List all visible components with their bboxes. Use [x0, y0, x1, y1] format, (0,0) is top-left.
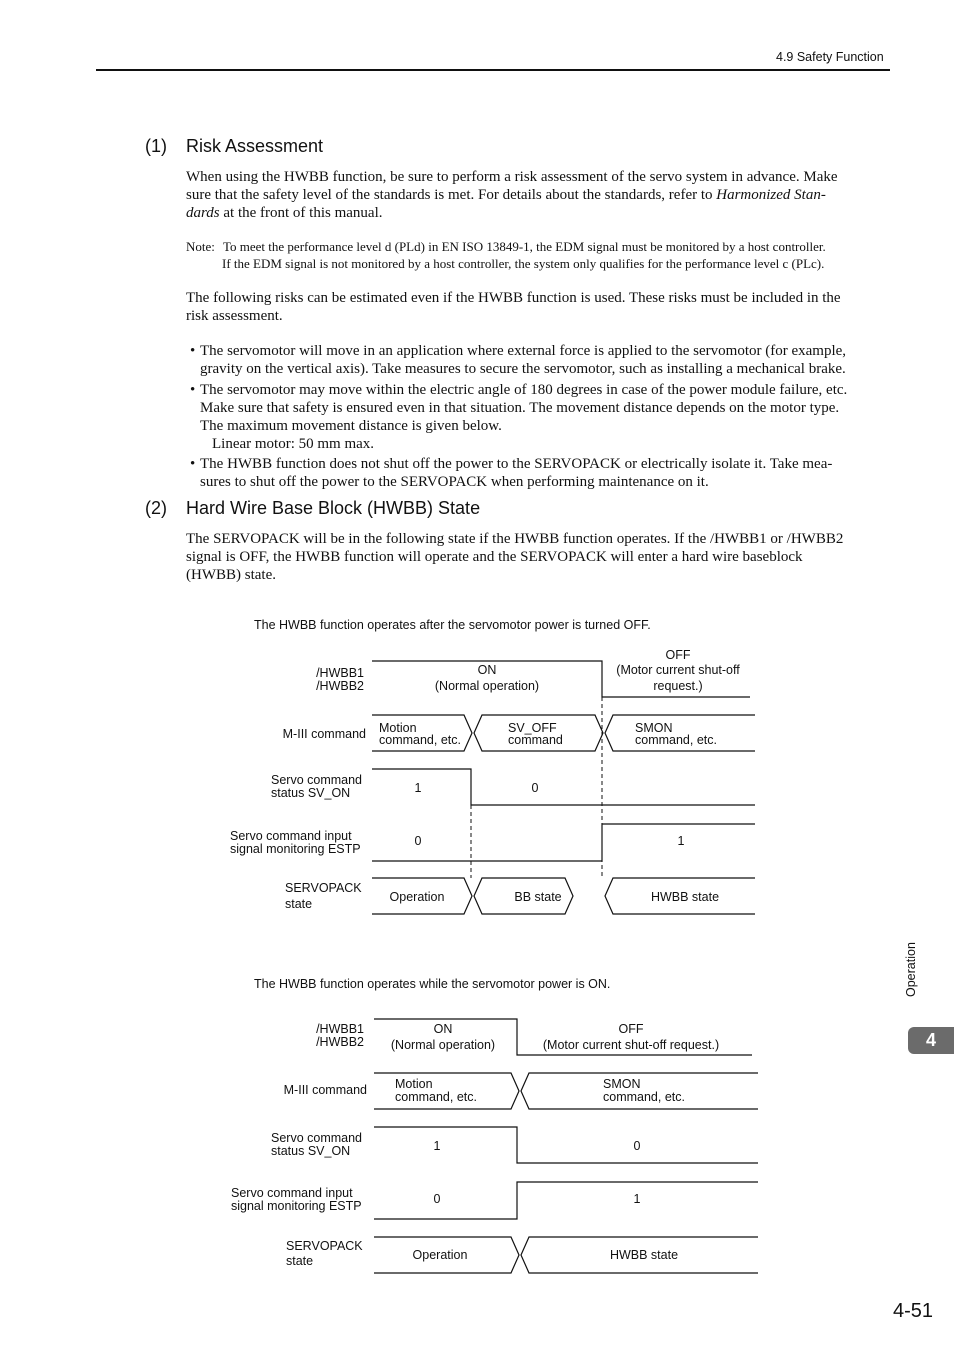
cmd1-line1: Motion	[379, 721, 417, 735]
sv-on-signal-line	[372, 769, 755, 805]
label-status-sv-on: status SV_ON	[271, 786, 351, 800]
label-state: state	[285, 897, 313, 911]
label-hwbb2: /HWBB2	[316, 679, 364, 693]
italic-text: Harmonized Stan-	[716, 187, 826, 203]
bullet-dot: •	[190, 456, 196, 472]
side-label-text: Operation	[904, 942, 918, 997]
cmd2a-line2: command, etc.	[395, 1090, 477, 1104]
estp2-value-0: 0	[433, 1192, 441, 1206]
text-line: The following risks can be estimated even if the HWBB function is used. These risks must be included in the	[186, 290, 841, 306]
hwbb-off-sub1: (Motor current shut-off	[616, 663, 740, 677]
hwbb2-off-sub: (Motor current shut-off request.)	[542, 1038, 720, 1052]
label-status-sv-on-2: status SV_ON	[271, 1144, 351, 1158]
label-m3-command-2: M-III command	[283, 1083, 367, 1097]
text-line: When using the HWBB function, be sure to perform a risk assessment of the servo system in advance. Make	[186, 169, 838, 185]
section-1-heading: Risk Assessment	[186, 136, 324, 156]
bullet-dot: •	[190, 343, 196, 359]
text-span: at the front of this manual.	[219, 205, 383, 221]
state-bb: BB state	[514, 890, 562, 904]
section-2-heading: Hard Wire Base Block (HWBB) State	[186, 498, 481, 518]
label-servo-command-2: Servo command	[271, 1131, 363, 1145]
text-line: Make sure that safety is ensured even in that situation. The movement distance depends on the motor type.	[200, 400, 840, 416]
hwbb-off-text: OFF	[665, 648, 691, 662]
cmd3-line2: command, etc.	[635, 733, 717, 747]
estp-value-0: 0	[414, 834, 422, 848]
text-line: sures to shut off the power to the SERVOPACK when performing maintenance on it.	[200, 474, 709, 490]
text-line: gravity on the vertical axis). Take measures to secure the servomotor, such as installing a mechanical brake.	[200, 361, 846, 377]
diagram-2-caption: The HWBB function operates while the servomotor power is ON.	[254, 977, 611, 991]
hwbb-on-sub: (Normal operation)	[434, 679, 540, 693]
label-servopack: SERVOPACK	[285, 881, 362, 895]
label-servo-command-input: Servo command input	[230, 829, 352, 843]
label-hwbb1-2: /HWBB1	[316, 1022, 364, 1036]
estp-signal-line	[372, 824, 755, 861]
chapter-tab: 4	[908, 1027, 954, 1054]
estp2-value-1: 1	[633, 1192, 641, 1206]
label-signal-monitoring-estp-2: signal monitoring ESTP	[231, 1199, 362, 1213]
italic-text: dards	[186, 205, 220, 221]
text-line: The servomotor may move within the electric angle of 180 degrees in case of the power module failure, etc.	[200, 382, 848, 398]
note-line-1: To meet the performance level d (PLd) in EN ISO 13849-1, the EDM signal must be monitored by a host controller.	[223, 239, 826, 254]
section-1-number: (1)	[145, 136, 167, 156]
state2-hwbb: HWBB state	[609, 1248, 679, 1262]
text-line: risk assessment.	[186, 308, 283, 324]
chapter-side-label	[896, 935, 928, 1005]
text-span: sure that the safety level of the standards is met. For details about the standards, refer to	[186, 187, 717, 203]
sv-on-value-0: 0	[531, 781, 539, 795]
label-hwbb1: /HWBB1	[316, 666, 364, 680]
note-line-2: If the EDM signal is not monitored by a host controller, the system only qualifies for the performance level c (PLc).	[222, 256, 825, 271]
label-hwbb2-2: /HWBB2	[316, 1035, 364, 1049]
text-line: signal is OFF, the HWBB function will operate and the SERVOPACK will enter a hard wire baseblock	[186, 549, 803, 565]
sv-on-value-1: 1	[414, 781, 422, 795]
state-hwbb: HWBB state	[650, 890, 720, 904]
label-signal-monitoring-estp: signal monitoring ESTP	[230, 842, 361, 856]
state-operation: Operation	[389, 890, 445, 904]
sv-on-signal-line-2	[374, 1127, 758, 1163]
estp-value-1: 1	[677, 834, 685, 848]
state2-operation: Operation	[412, 1248, 468, 1262]
bullet-dot: •	[190, 382, 196, 398]
cmd2-line1: SV_OFF	[508, 721, 557, 735]
cmd3-line1: SMON	[635, 721, 673, 735]
text-line: Linear motor: 50 mm max.	[212, 436, 375, 452]
hwbb2-off-text: OFF	[618, 1022, 644, 1036]
section-2-number: (2)	[145, 498, 167, 518]
text-line: The servomotor will move in an application where external force is applied to the servomotor (for example,	[200, 343, 847, 359]
text-line: (HWBB) state.	[186, 567, 276, 583]
text-line: The maximum movement distance is given below.	[200, 418, 502, 434]
label-state-2: state	[286, 1254, 314, 1268]
cmd2b-line1: SMON	[603, 1077, 641, 1091]
diagram-1-caption: The HWBB function operates after the servomotor power is turned OFF.	[254, 618, 651, 632]
hwbb2-on-text: ON	[433, 1022, 453, 1036]
hwbb2-on-sub: (Normal operation)	[390, 1038, 496, 1052]
estp-signal-line-2	[374, 1182, 758, 1219]
cmd2a-line1: Motion	[395, 1077, 433, 1091]
running-header: 4.9 Safety Function	[776, 50, 884, 64]
text-line: The SERVOPACK will be in the following state if the HWBB function operates. If the /HWBB1 or /HWBB2	[186, 531, 844, 547]
sv-on2-value-1: 1	[433, 1139, 441, 1153]
sv-on2-value-0: 0	[633, 1139, 641, 1153]
hwbb-off-sub2: request.)	[653, 679, 703, 693]
cmd2-line2: command	[508, 733, 563, 747]
label-servo-command: Servo command	[271, 773, 363, 787]
cmd2b-line2: command, etc.	[603, 1090, 685, 1104]
label-m3-command: M-III command	[282, 727, 366, 741]
label-servo-command-input-2: Servo command input	[231, 1186, 353, 1200]
text-line: The HWBB function does not shut off the power to the SERVOPACK or electrically isolate it. Take mea-	[200, 456, 833, 472]
hwbb-on-text: ON	[477, 663, 497, 677]
note-label: Note:	[186, 239, 215, 254]
label-servopack-2: SERVOPACK	[286, 1239, 363, 1253]
page-number: 4-51	[893, 1300, 934, 1322]
cmd1-line2: command, etc.	[379, 733, 461, 747]
